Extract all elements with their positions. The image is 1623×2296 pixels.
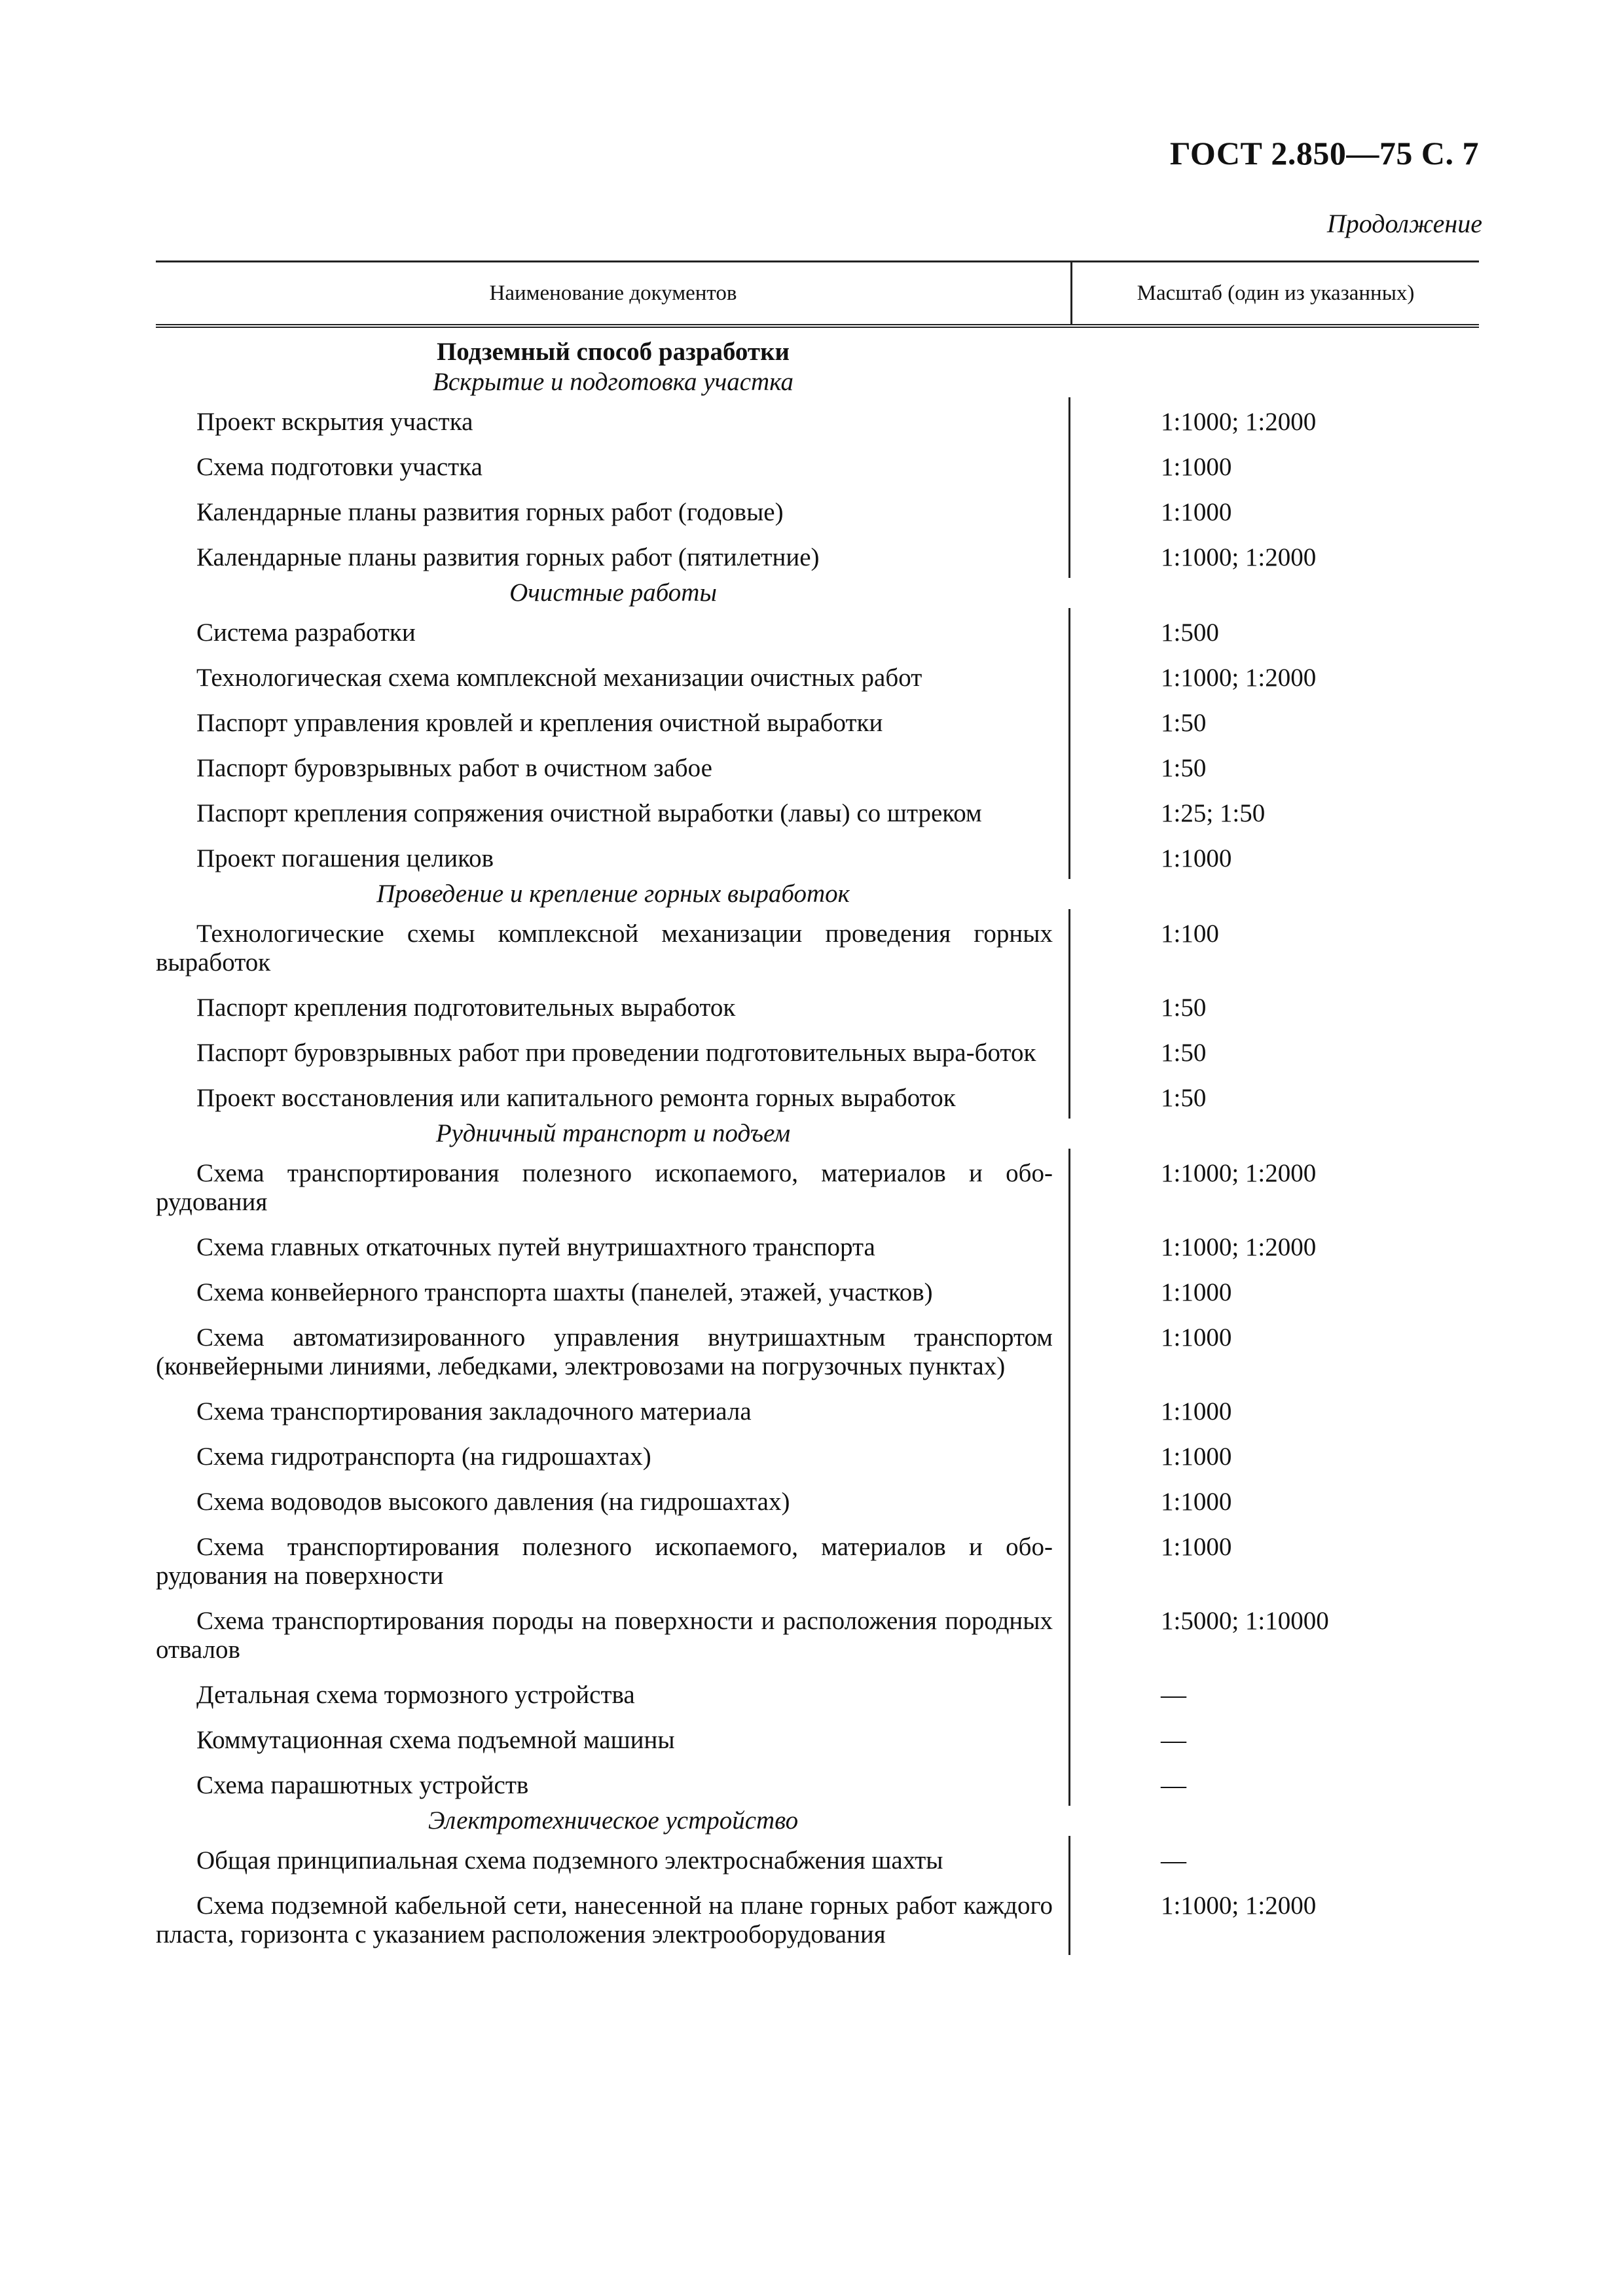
table-row xyxy=(156,1715,1479,1761)
table-row xyxy=(156,608,1479,653)
document-name-cell: Паспорт крепления сопряжения очистной выработки (лавы) со штреком xyxy=(156,789,1070,834)
table-row xyxy=(156,1073,1479,1119)
group-title: Рудничный транспорт и подъем xyxy=(435,1119,791,1147)
page-header: ГОСТ 2.850—75 С. 7 xyxy=(1169,135,1479,171)
document-name-cell: Схема гидротранспорта (на гидрошахтах) xyxy=(156,1432,1070,1477)
column-header-scale: Масштаб (один из указанных) xyxy=(1137,281,1415,305)
scale-cell: — xyxy=(1161,1771,1186,1799)
scale-cell: 1:1000 xyxy=(1161,453,1232,481)
scale-cell: 1:1000; 1:2000 xyxy=(1161,1892,1317,1920)
group-rows xyxy=(156,909,1479,1119)
table-body xyxy=(156,367,1479,1955)
table-row xyxy=(156,1670,1479,1715)
table-row xyxy=(156,1522,1479,1596)
document-name-cell: Паспорт управления кровлей и крепления очистной выработки xyxy=(156,698,1070,744)
scale-cell: 1:1000 xyxy=(1161,1397,1232,1426)
scale-cell: 1:50 xyxy=(1161,1039,1207,1067)
group-rows xyxy=(156,1836,1479,1955)
scale-cell: 1:50 xyxy=(1161,754,1207,782)
document-name-cell: Общая принципиальная схема подземного электроснабжения шахты xyxy=(156,1836,1070,1881)
document-name-cell: Схема подземной кабельной сети, нанесенной на плане горных работ каждого пласта, горизонта с указанием расположения электрооборудования xyxy=(156,1881,1070,1955)
scale-cell: 1:1000; 1:2000 xyxy=(1161,1159,1317,1187)
scale-cell: 1:5000; 1:10000 xyxy=(1161,1607,1329,1635)
document-name-cell: Технологические схемы комплексной механизации проведения горных выработок xyxy=(156,909,1070,983)
document-name-cell: Проект восстановления или капитального ремонта горных выработок xyxy=(156,1073,1070,1119)
continuation-label: Продолжение xyxy=(1326,209,1482,238)
scale-cell: 1:1000 xyxy=(1161,1533,1232,1561)
group-rows xyxy=(156,1149,1479,1806)
scale-cell: 1:1000; 1:2000 xyxy=(1161,543,1317,571)
table-row xyxy=(156,1028,1479,1073)
table-row xyxy=(156,1223,1479,1268)
document-name-cell: Схема водоводов высокого давления (на гидрошахтах) xyxy=(156,1477,1070,1522)
group-title: Вскрытие и подготовка участка xyxy=(433,368,793,396)
document-name-cell: Детальная схема тормозного устройства xyxy=(156,1670,1070,1715)
table-row xyxy=(156,1432,1479,1477)
table-row xyxy=(156,909,1479,983)
table-row xyxy=(156,1387,1479,1432)
document-name-cell: Технологическая схема комплексной механизации очистных работ xyxy=(156,653,1070,698)
document-name-cell: Паспорт буровзрывных работ при проведении подготовительных выра-боток xyxy=(156,1028,1070,1073)
document-name-cell: Паспорт буровзрывных работ в очистном забое xyxy=(156,744,1070,789)
scale-cell: 1:1000 xyxy=(1161,1443,1232,1471)
group-title: Очистные работы xyxy=(509,579,717,607)
column-header-name: Наименование документов xyxy=(156,262,1072,324)
scale-cell: — xyxy=(1161,1681,1186,1709)
document-name-cell: Схема парашютных устройств xyxy=(156,1761,1070,1806)
table-row xyxy=(156,1268,1479,1313)
table-row xyxy=(156,698,1479,744)
document-name-cell: Схема подготовки участка xyxy=(156,442,1070,488)
table-row xyxy=(156,1149,1479,1223)
table-row xyxy=(156,1761,1479,1806)
table-header xyxy=(156,260,1479,328)
table-row xyxy=(156,397,1479,442)
scale-cell: 1:1000 xyxy=(1161,1488,1232,1516)
table-row xyxy=(156,653,1479,698)
document-name-cell: Схема транспортирования закладочного материала xyxy=(156,1387,1070,1432)
documents-table xyxy=(156,260,1479,1955)
scale-cell: 1:1000; 1:2000 xyxy=(1161,1233,1317,1261)
document-name-cell: Календарные планы развития горных работ (годовые) xyxy=(156,488,1070,533)
group-title: Проведение и крепление горных выработок xyxy=(376,880,850,908)
table-row xyxy=(156,1881,1479,1955)
scale-cell: 1:1000 xyxy=(1161,1323,1232,1352)
document-name-cell: Схема конвейерного транспорта шахты (панелей, этажей, участков) xyxy=(156,1268,1070,1313)
document-name-cell: Проект вскрытия участка xyxy=(156,397,1070,442)
table-row xyxy=(156,789,1479,834)
scale-cell: 1:50 xyxy=(1161,994,1207,1022)
document-name-cell: Схема главных откаточных путей внутришахтного транспорта xyxy=(156,1223,1070,1268)
scale-cell: — xyxy=(1161,1726,1186,1754)
scale-cell: 1:500 xyxy=(1161,619,1219,647)
document-name-cell: Схема транспортирования полезного ископаемого, материалов и обо-рудования xyxy=(156,1149,1070,1223)
document-name-cell: Коммутационная схема подъемной машины xyxy=(156,1715,1070,1761)
document-name-cell: Календарные планы развития горных работ (пятилетние) xyxy=(156,533,1070,578)
section-title: Подземный способ разработки xyxy=(436,338,790,366)
document-name-cell: Схема автоматизированного управления внутришахтным транспортом (конвейерными линиями, лебедками, электровозами на погрузочных пунктах) xyxy=(156,1313,1070,1387)
table-row xyxy=(156,533,1479,578)
document-name-cell: Паспорт крепления подготовительных выработок xyxy=(156,983,1070,1028)
scale-cell: 1:1000 xyxy=(1161,498,1232,526)
scale-cell: 1:50 xyxy=(1161,1084,1207,1112)
document-name-cell: Схема транспортирования породы на поверхности и расположения породных отвалов xyxy=(156,1596,1070,1670)
document-name-cell: Проект погашения целиков xyxy=(156,834,1070,879)
group-title: Электротехническое устройство xyxy=(428,1806,799,1835)
table-row xyxy=(156,744,1479,789)
table-row xyxy=(156,1313,1479,1387)
scale-cell: 1:1000; 1:2000 xyxy=(1161,664,1317,692)
scale-cell: 1:50 xyxy=(1161,709,1207,737)
table-row xyxy=(156,488,1479,533)
table-row xyxy=(156,1477,1479,1522)
table-row xyxy=(156,1596,1479,1670)
table-row xyxy=(156,983,1479,1028)
scale-cell: 1:1000; 1:2000 xyxy=(1161,408,1317,436)
scale-cell: 1:1000 xyxy=(1161,844,1232,872)
scale-cell: — xyxy=(1161,1846,1186,1874)
group-rows xyxy=(156,397,1479,578)
table-row xyxy=(156,1836,1479,1881)
table-row xyxy=(156,442,1479,488)
document-name-cell: Схема транспортирования полезного ископаемого, материалов и обо-рудования на поверхности xyxy=(156,1522,1070,1596)
table-row xyxy=(156,834,1479,879)
scale-cell: 1:25; 1:50 xyxy=(1161,799,1266,827)
document-name-cell: Система разработки xyxy=(156,608,1070,653)
group-rows xyxy=(156,608,1479,879)
scale-cell: 1:100 xyxy=(1161,920,1219,948)
scale-cell: 1:1000 xyxy=(1161,1278,1232,1306)
